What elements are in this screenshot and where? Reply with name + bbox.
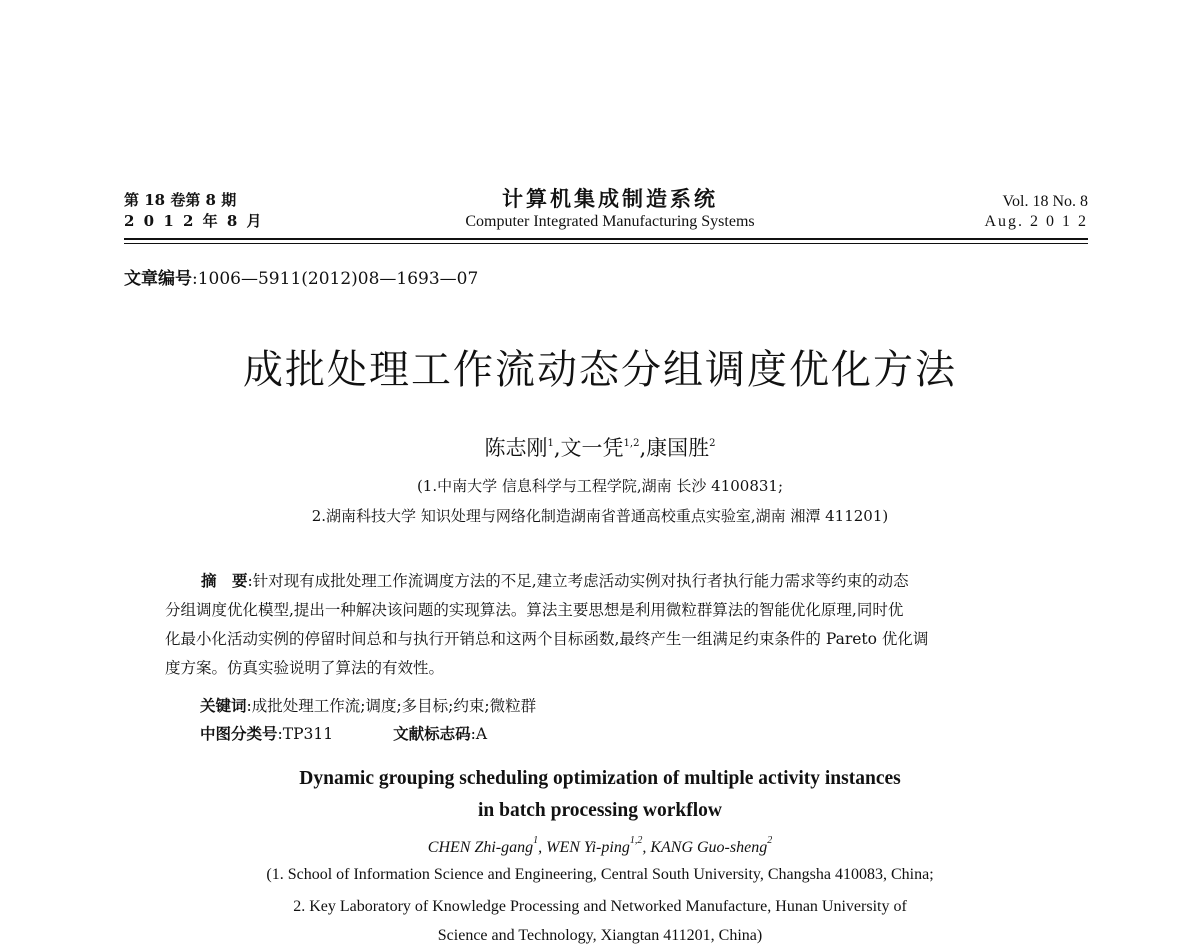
header-date-cn: 2 0 1 2 年 8 月	[124, 212, 264, 230]
author-name-en: CHEN Zhi-gang	[427, 839, 534, 856]
abstract-line	[165, 567, 1045, 596]
affiliation-en-2: 2. Key Laboratory of Knowledge Processing and Networked Manufacture, Hunan University of	[293, 898, 907, 915]
article-number-label: 文章编号	[124, 269, 192, 289]
author-name: 康国胜	[646, 436, 710, 460]
paper-title-en-line-1: Dynamic grouping scheduling optimization of multiple activity instances	[299, 768, 901, 789]
classification	[200, 722, 487, 744]
clc-value: :TP311	[277, 725, 334, 743]
header-rule-thin	[124, 243, 1088, 244]
authors-en	[150, 835, 1050, 857]
abstract-text: :针对现有成批处理工作流调度方法的不足,建立考虑活动实例对执行者执行能力需求等约束的动态	[247, 572, 909, 590]
affiliation-cn-1: (1.中南大学 信息科学与工程学院,湖南 长沙 4100831;	[416, 477, 784, 495]
author-separator: ,	[538, 839, 547, 856]
author-separator: ,	[642, 839, 651, 856]
paper-title-en-line-2: in batch processing workflow	[478, 800, 722, 821]
author-name: 陈志刚	[484, 436, 548, 460]
author-name-en: KANG Guo-sheng	[650, 839, 768, 856]
paper-title-cn: 成批处理工作流动态分组调度优化方法	[243, 347, 957, 393]
abstract-label: 摘 要	[201, 572, 248, 590]
header-volume-en: Vol. 18 No. 8	[1002, 193, 1088, 210]
affiliation-en-3: Science and Technology, Xiangtan 411201, China)	[437, 927, 763, 944]
affiliation-en-1: (1. School of Information Science and Engineering, Central South University, Changsha 410083, China;	[266, 866, 934, 883]
author-affiliation-mark: 1,2	[629, 835, 643, 846]
author-separator: ,	[553, 436, 561, 460]
author-affiliation-mark: 1,2	[623, 438, 640, 449]
abstract-line: 度方案。仿真实验说明了算法的有效性。	[165, 659, 445, 677]
doc-code-label: 文献标志码	[393, 725, 471, 743]
author-name-en: WEN Yi-ping	[546, 839, 630, 856]
header-date-en: Aug. 2 0 1 2	[984, 213, 1088, 230]
author-affiliation-mark: 2	[767, 835, 773, 846]
abstract-line: 化最小化活动实例的停留时间总和与执行开销总和这两个目标函数,最终产生一组满足约束条件的 Pareto 优化调	[165, 630, 929, 648]
header-journal	[300, 186, 920, 232]
header-volume-issue: 第 18 卷第 8 期	[124, 191, 237, 209]
article-number	[124, 264, 478, 289]
header-issue-info	[124, 190, 264, 232]
keywords	[200, 694, 536, 716]
article-number-value: :1006—5911(2012)08—1693—07	[192, 269, 479, 289]
abstract-cn	[165, 567, 1045, 683]
author-affiliation-mark: 1	[547, 438, 554, 449]
keywords-value: :成批处理工作流;调度;多目标;约束;微粒群	[246, 697, 537, 715]
keywords-label: 关键词	[200, 697, 247, 715]
journal-name-en: Computer Integrated Manufacturing Systems	[465, 213, 755, 230]
author-affiliation-mark: 2	[709, 438, 716, 449]
clc-label: 中图分类号	[200, 725, 278, 743]
authors-cn	[150, 432, 1050, 462]
author-separator: ,	[639, 436, 647, 460]
affiliation-cn-2: 2.湖南科技大学 知识处理与网络化制造湖南省普通高校重点实验室,湖南 湘潭 411201)	[311, 507, 889, 525]
author-affiliation-mark: 1	[533, 835, 539, 846]
journal-name-cn: 计算机集成制造系统	[502, 186, 718, 211]
header-volume-info-en	[984, 192, 1088, 232]
author-name: 文一凭	[560, 436, 624, 460]
abstract-line: 分组调度优化模型,提出一种解决该问题的实现算法。算法主要思想是利用微粒群算法的智能优化原理,同时优	[165, 601, 904, 619]
doc-code-value: :A	[470, 725, 488, 743]
header-rule-thick	[124, 238, 1088, 240]
